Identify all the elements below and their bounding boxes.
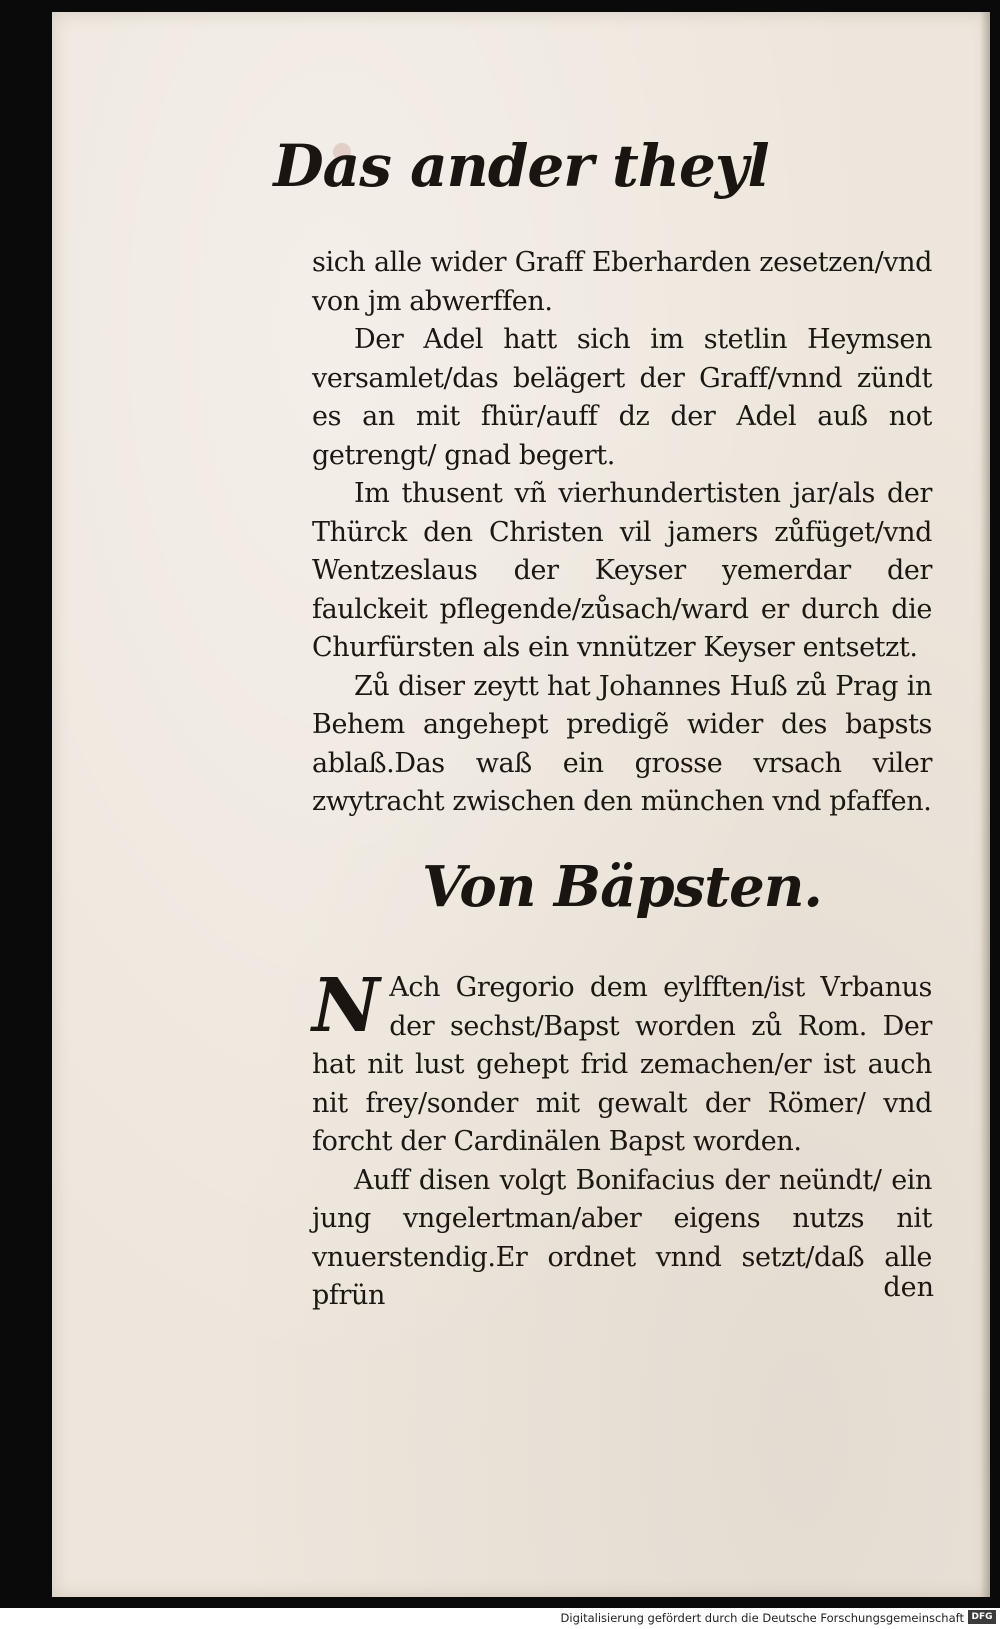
footer-bar [0,1608,1000,1629]
page-edge-shadow [980,12,990,1597]
footer-credit: Digitalisierung gefördert durch die Deutsche Forschungsgemeinschaft [560,1611,964,1625]
text-block-bottom [312,963,932,1316]
book-page [52,12,990,1597]
section-heading: Von Bäpsten. [422,854,822,920]
paragraph-text: Ach Gregorio dem eylfften/ist Vrbanus der sechst/Bapst worden zů Rom. Der hat nit lust gehept frid zemachen/er ist auch nit frey/sonder mit gewalt der Römer/ vnd forcht der Cardinälen Bapst worden. [312,972,932,1157]
paragraph: Auff disen volgt Bonifacius der neündt/ ein jung vngelertman/aber eigens nutzs nit vnuerstendig.Er ordnet vnnd setzt/daß alle pfrün [312,1164,932,1311]
dfg-logo: DFG [968,1610,996,1624]
running-head: Das ander theyl [273,132,769,200]
paragraph: sich alle wider Graff Eberharden zesetzen/vnd von jm abwerffen. [312,247,932,317]
text-block-top [312,244,932,822]
paragraph-with-drop-cap [312,963,932,1162]
drop-cap: N [312,963,380,1049]
paragraph: Im thusent vñ vierhundertisten jar/als der Thürck den Christen vil jamers zůfüget/vnd Wentzeslaus der Keyser yemerdar der faulckeit pflegende/zůsach/ward er durch die Churfürsten als ein vnnützer Keyser entsetzt. [312,478,932,663]
paragraph: Zů diser zeytt hat Johannes Huß zů Prag in Behem angehept predigẽ wider des bapsts ablaß.Das waß ein grosse vrsach viler zwytracht zwischen den münchen vnd pfaffen. [312,670,932,817]
catchword: den [883,1272,934,1303]
paragraph: Der Adel hatt sich im stetlin Heymsen versamlet/das belägert der Graff/vnnd zündt es an mit fhür/auff dz der Adel auß not getrengt/ gnad begert. [312,324,932,471]
